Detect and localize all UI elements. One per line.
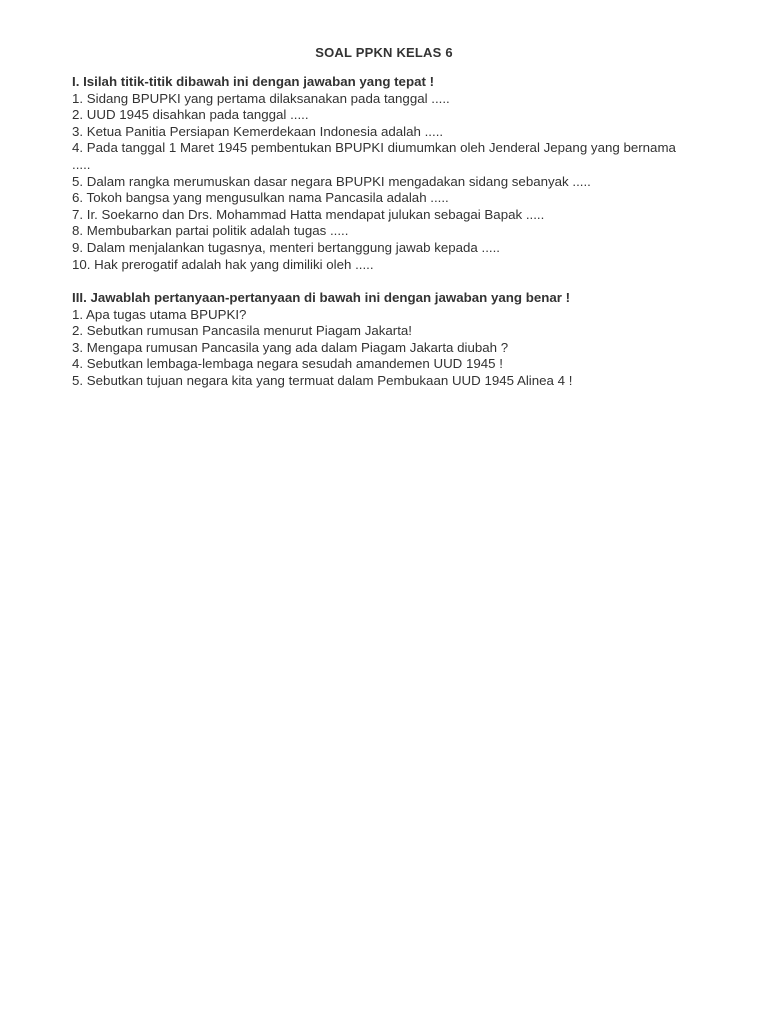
question-item: 6. Tokoh bangsa yang mengusulkan nama Pancasila adalah ..... <box>72 190 449 206</box>
question-item: 9. Dalam menjalankan tugasnya, menteri bertanggung jawab kepada ..... <box>72 239 500 255</box>
section-fill-in-blanks <box>72 74 692 273</box>
question-item: 5. Sebutkan tujuan negara kita yang termuat dalam Pembukaan UUD 1945 Alinea 4 ! <box>72 372 573 388</box>
question-item: 10. Hak prerogatif adalah hak yang dimiliki oleh ..... <box>72 256 374 272</box>
question-item: 4. Pada tanggal 1 Maret 1945 pembentukan BPUPKI diumumkan oleh Jenderal Jepang yang bernama ..... <box>72 140 676 172</box>
question-item: 4. Sebutkan lembaga-lembaga negara sesudah amandemen UUD 1945 ! <box>72 356 503 372</box>
question-item: 8. Membubarkan partai politik adalah tugas ..... <box>72 223 349 239</box>
document-title: SOAL PPKN KELAS 6 <box>315 45 453 60</box>
question-item: 7. Ir. Soekarno dan Drs. Mohammad Hatta mendapat julukan sebagai Bapak ..... <box>72 206 545 222</box>
question-item: 5. Dalam rangka merumuskan dasar negara BPUPKI mengadakan sidang sebanyak ..... <box>72 173 591 189</box>
question-item: 2. Sebutkan rumusan Pancasila menurut Piagam Jakarta! <box>72 323 412 339</box>
section-heading: I. Isilah titik-titik dibawah ini dengan jawaban yang tepat ! <box>72 74 435 89</box>
section-essay-questions <box>72 290 692 390</box>
question-item: 2. UUD 1945 disahkan pada tanggal ..... <box>72 107 309 123</box>
question-item: 3. Mengapa rumusan Pancasila yang ada dalam Piagam Jakarta diubah ? <box>72 339 509 355</box>
question-item: 1. Apa tugas utama BPUPKI? <box>72 306 247 322</box>
section-heading: III. Jawablah pertanyaan-pertanyaan di bawah ini dengan jawaban yang benar ! <box>72 290 571 305</box>
question-item: 3. Ketua Panitia Persiapan Kemerdekaan Indonesia adalah ..... <box>72 123 444 139</box>
question-item: 1. Sidang BPUPKI yang pertama dilaksanakan pada tanggal ..... <box>72 90 450 106</box>
